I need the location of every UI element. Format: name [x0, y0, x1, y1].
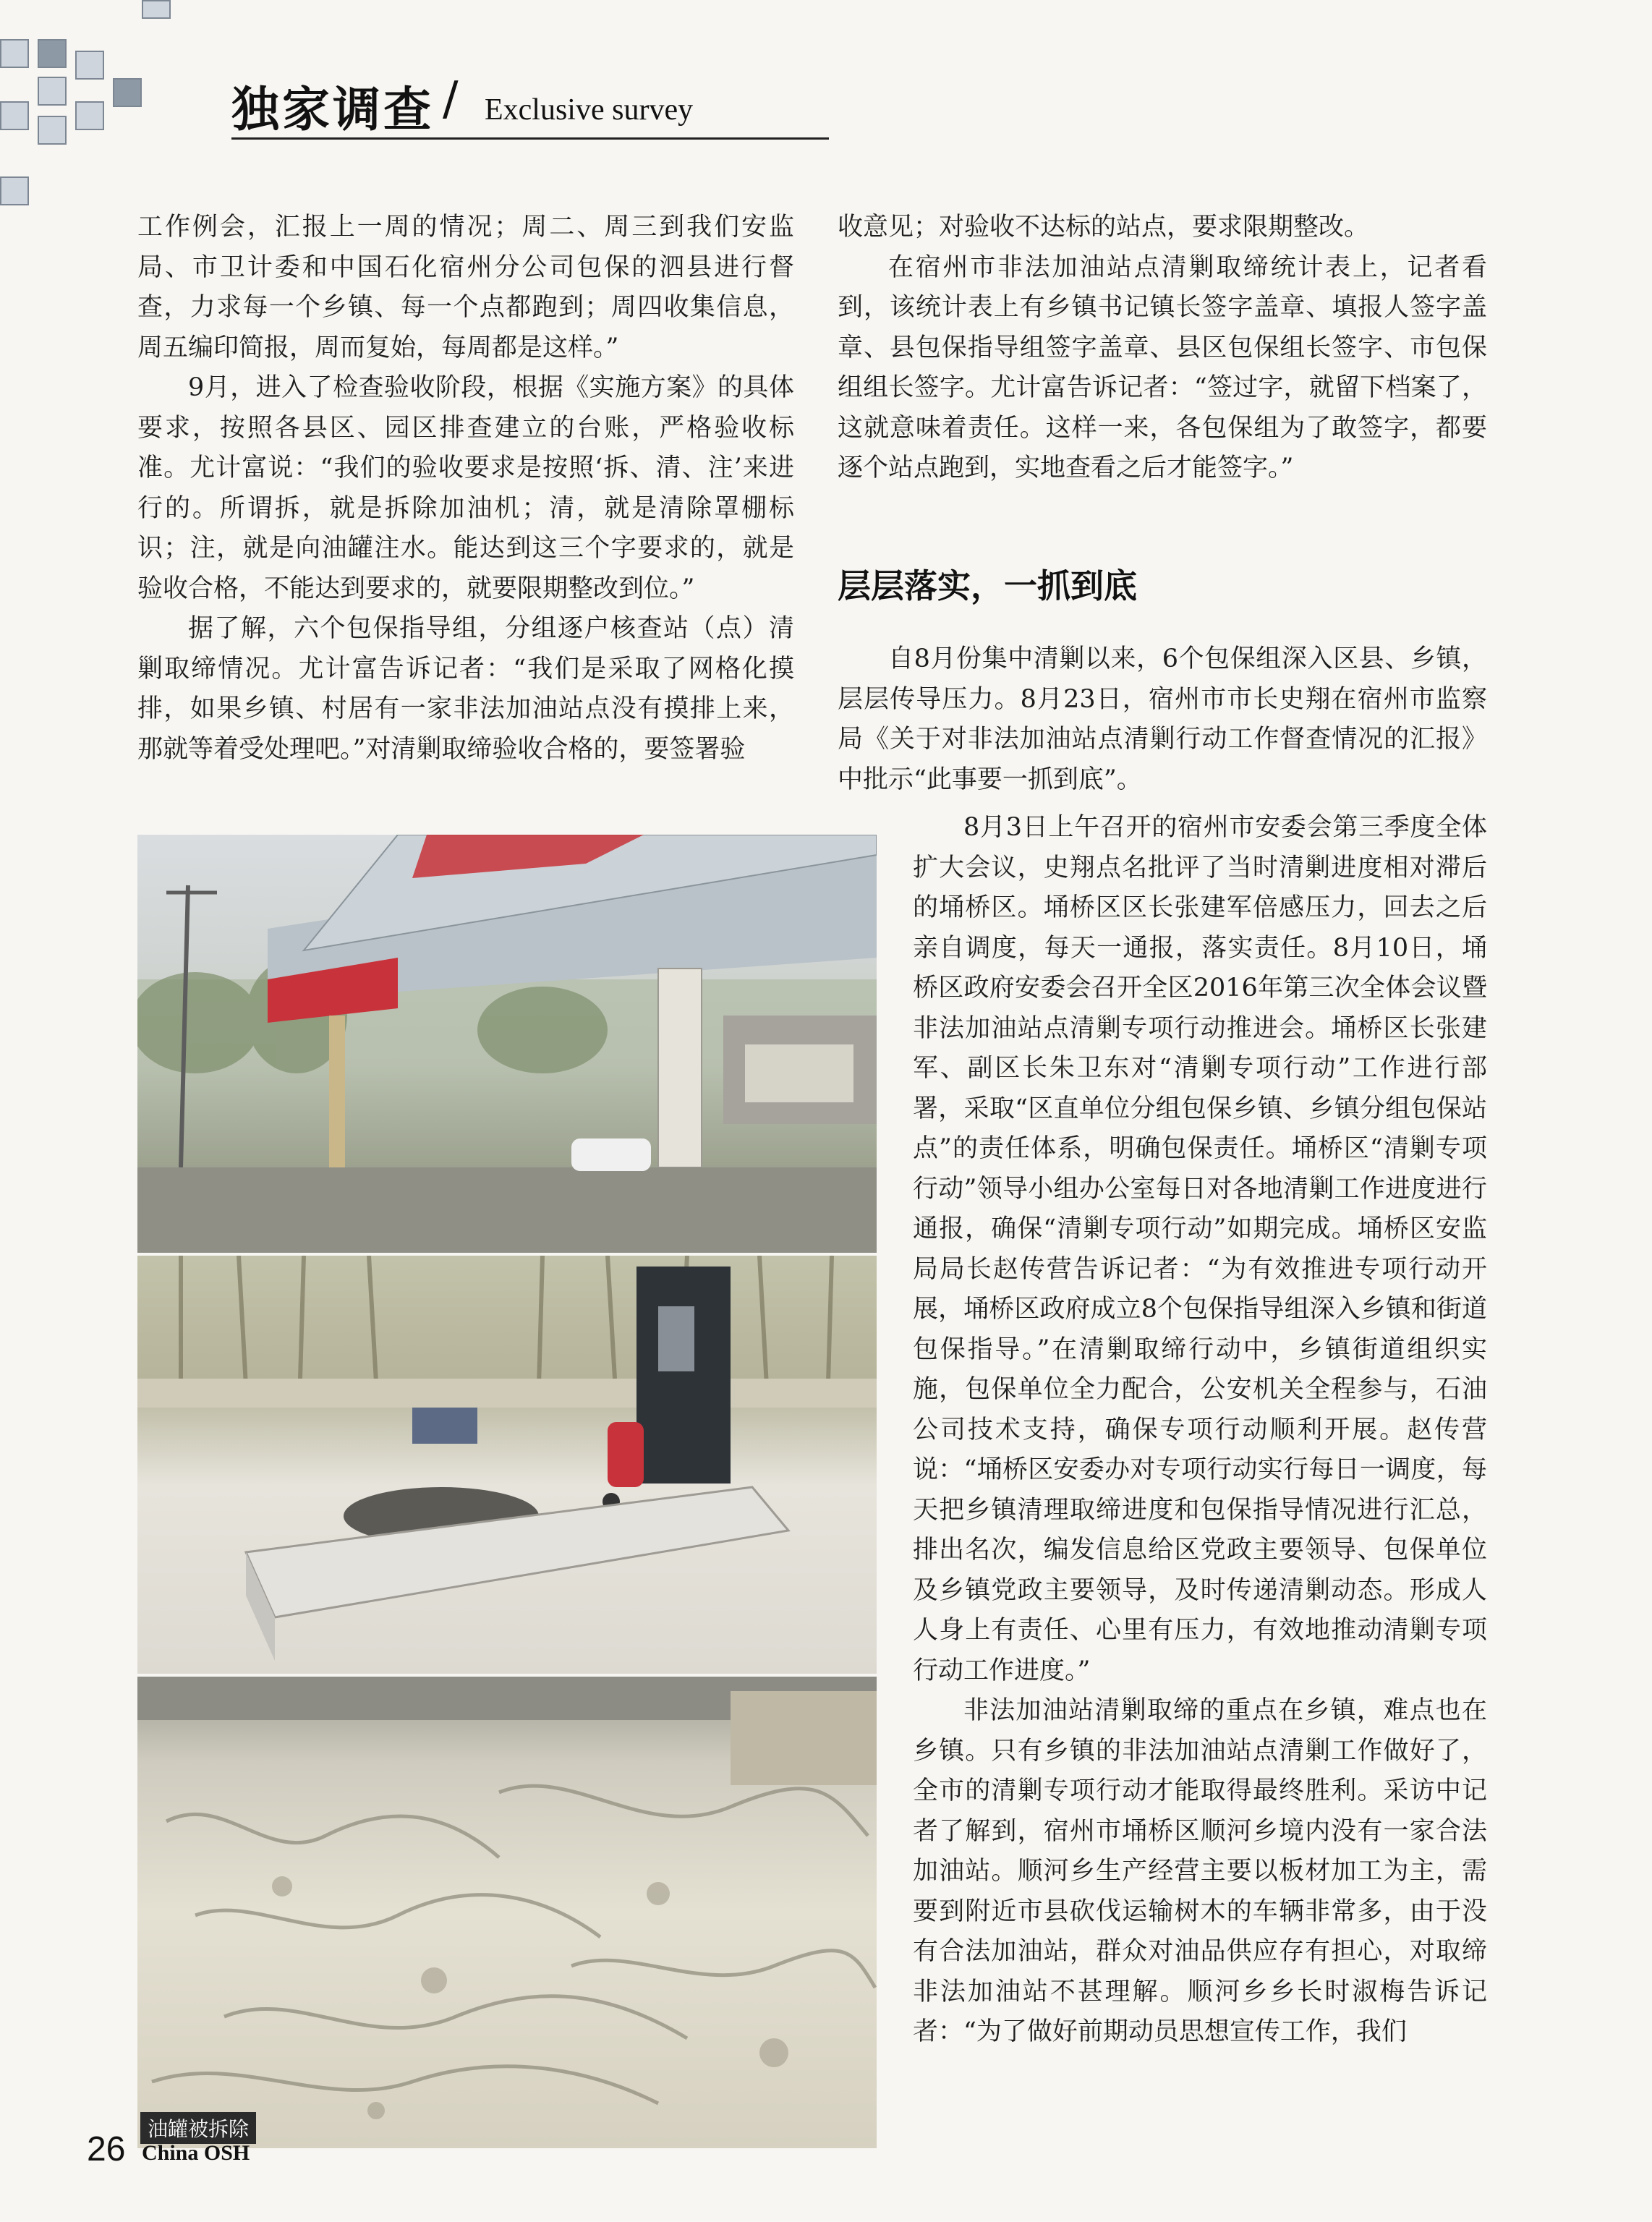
decor-square [38, 77, 67, 106]
left-column [137, 208, 794, 770]
right-column-top [838, 208, 1487, 489]
decor-square [38, 116, 67, 145]
decor-square [0, 176, 29, 205]
decor-square [38, 39, 67, 68]
right-column-bottom [913, 808, 1487, 2053]
paragraph: 工作例会，汇报上一周的情况；周二、周三到我们安监局、市卫计委和中国石化宿州分公司包保的泗县进行督查，力求每一个乡镇、每一个点都跑到；周四收集信息，周五编印简报，周而复始，每周都是这样。” [137, 213, 794, 362]
right-column-after-subhead [838, 639, 1487, 800]
header-rule [231, 137, 829, 140]
photo-gas-station [137, 835, 877, 1253]
paragraph: 自8月份集中清剿以来，6个包保组深入区县、乡镇，层层传导压力。8月23日，宿州市市长史翔在宿州市监察局《关于对非法加油站点清剿行动工作督查情况的汇报》中批示“此事要一抓到底”。 [838, 644, 1487, 794]
section-title-cn: 独家调查 [231, 82, 434, 137]
paragraph: 收意见；对验收不达标的站点，要求限期整改。 [838, 213, 1370, 242]
decor-square [113, 78, 142, 107]
subheading: 层层落实，一抓到底 [838, 566, 1137, 605]
paragraph: 在宿州市非法加油站点清剿取缔统计表上，记者看到，该统计表上有乡镇书记镇长签字盖章、填报人签字盖章、县包保指导组签字盖章、县区包保组长签字、市包保组组长签字。尤计富告诉记者：“签过字，就留下档案了，这就意味着责任。这样一来，各包保组为了敢签字，都要逐个站点跑到，实地查看之后才能签字。” [838, 252, 1487, 482]
removed-tank-illustration [137, 1677, 877, 2148]
paragraph: 非法加油站清剿取缔的重点在乡镇，难点也在乡镇。只有乡镇的非法加油站点清剿工作做好了，全市的清剿专项行动才能取得最终胜利。采访中记者了解到，宿州市埇桥区顺河乡境内没有一家合法加油站。顺河乡生产经营主要以板材加工为主，需要到附近市县砍伐运输树木的车辆非常多，由于没有合法加油站，群众对油品供应存有担心，对取缔非法加油站不甚理解。顺河乡乡长时淑梅告诉记者：“为了做好前期动员思想宣传工作，我们 [913, 1696, 1487, 2046]
decor-square [75, 51, 104, 80]
decor-square [75, 101, 104, 130]
journal-name: China OSH [142, 2141, 250, 2165]
decor-square [0, 39, 29, 68]
photo-pump-island [137, 1256, 877, 1674]
paragraph: 8月3日上午召开的宿州市安委会第三季度全体扩大会议，史翔点名批评了当时清剿进度相对滞后的埇桥区。埇桥区区长张建军倍感压力，回去之后亲自调度，每天一通报，落实责任。8月10日，埇桥区政府安委会召开全区2016年第三次全体会议暨非法加油站点清剿专项行动推进会。埇桥区长张建军、副区长朱卫东对“清剿专项行动”工作进行部署，采取“区直单位分组包保乡镇、乡镇分组包保站点”的责任体系，明确包保责任。埇桥区“清剿专项行动”领导小组办公室每日对各地清剿工作进度进行通报，确保“清剿专项行动”如期完成。埇桥区安监局局长赵传营告诉记者：“为有效推进专项行动开展，埇桥区政府成立8个包保指导组深入乡镇和街道包保指导。”在清剿取缔行动中，乡镇街道组织实施，包保单位全力配合，公安机关全程参与，石油公司技术支持，确保专项行动顺利开展。赵传营说：“埇桥区安委办对专项行动实行每日一调度，每天把乡镇清理取缔进度和包保指导情况进行汇总，排出名次，编发信息给区党政主要领导、包保单位及乡镇党政主要领导，及时传递清剿动态。形成人人身上有责任、心里有压力，有效地推动清剿专项行动工作进度。” [913, 813, 1487, 1685]
section-slash: / [443, 72, 459, 126]
gas-station-illustration [137, 835, 877, 1253]
decor-square [142, 0, 171, 19]
pump-island-illustration [137, 1256, 877, 1674]
photo-removed-tank [137, 1677, 877, 2148]
paragraph: 据了解，六个包保指导组，分组逐户核查站（点）清剿取缔情况。尤计富告诉记者：“我们是采取了网格化摸排，如果乡镇、村居有一家非法加油站点没有摸排上来，那就等着受处理吧。”对清剿取缔验收合格的，要签署验 [137, 614, 794, 764]
photo-caption: 油罐被拆除 [140, 2112, 256, 2144]
section-title-en: Exclusive survey [485, 93, 694, 127]
page-number: 26 [87, 2130, 126, 2168]
decor-square [0, 101, 29, 130]
paragraph: 9月，进入了检查验收阶段，根据《实施方案》的具体要求，按照各县区、园区排查建立的台账，严格验收标准。尤计富说：“我们的验收要求是按照‘拆、清、注’来进行的。所谓拆，就是拆除加油机；清，就是清除罩棚标识；注，就是向油罐注水。能达到这三个字要求的，就是验收合格，不能达到要求的，就要限期整改到位。” [137, 373, 794, 603]
